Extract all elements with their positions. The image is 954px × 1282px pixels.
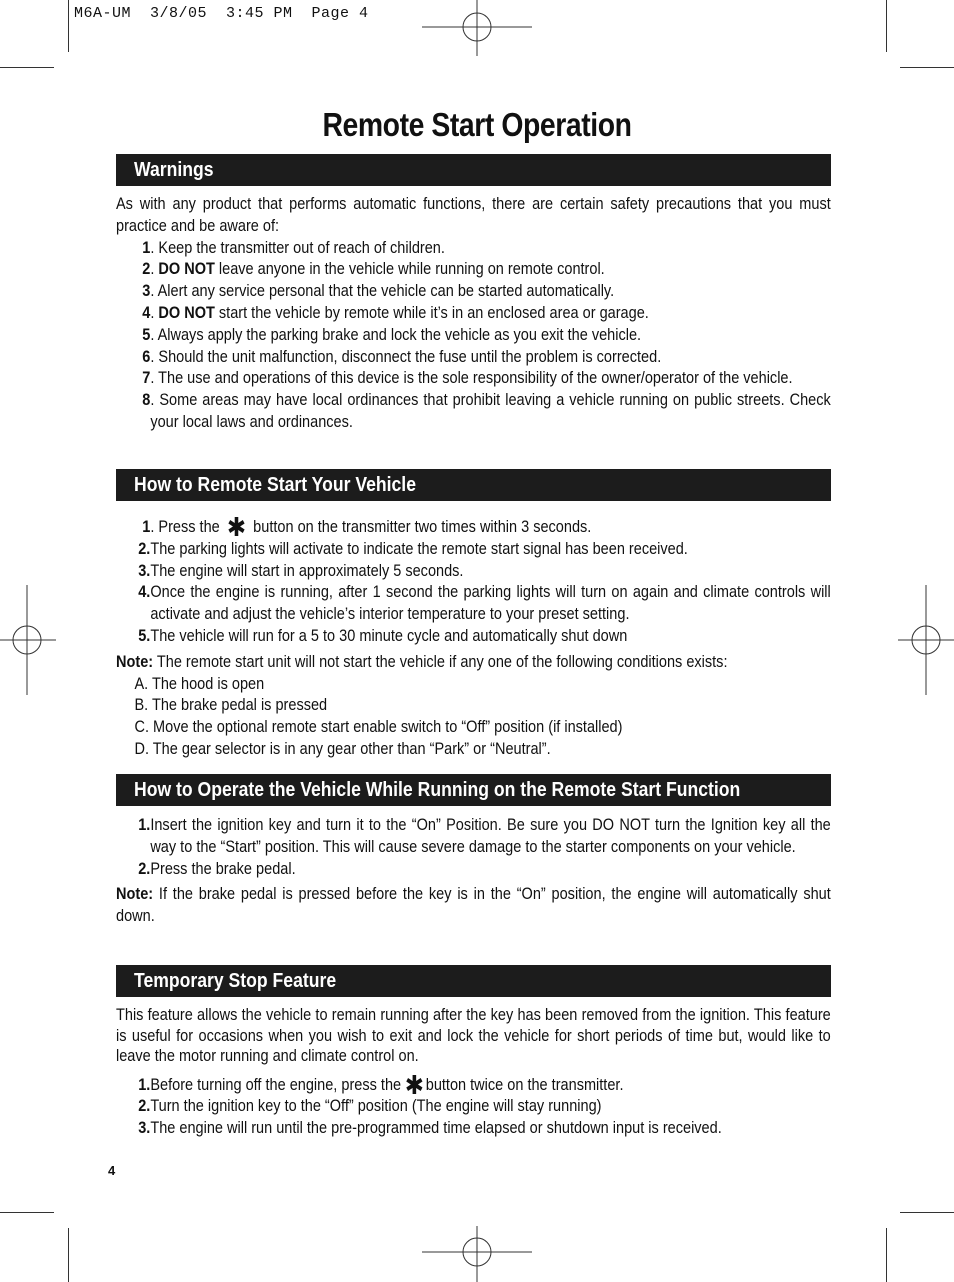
list-item: 5. The vehicle will run for a 5 to 30 minute cycle and automatically shut down [138,626,628,645]
section-heading-text: How to Remote Start Your Vehicle [134,474,416,496]
operate-note: Note: If the brake pedal is pressed before the key is in the “On” position, the engine will automatically shut down. [116,885,831,926]
section-heading-warnings [116,154,831,186]
list-item: 4 . DO NOT start the vehicle by remote while it’s in an enclosed area or garage. [142,303,649,322]
crop-mark [0,1212,54,1213]
list-item: 2 . DO NOT leave anyone in the vehicle while running on remote control. [142,260,605,279]
asterisk-icon: ✱ [404,1069,424,1100]
remote-start-section [116,512,831,761]
crop-mark [900,67,954,68]
warnings-section [116,194,831,434]
asterisk-icon: ✱ [226,512,247,542]
condition-item: B. The brake pedal is pressed [134,696,328,715]
page-number: 4 [108,1163,116,1178]
list-item: 2. Turn the ignition key to the “Off” position (The engine will stay running) [138,1097,602,1116]
section-heading-operate [116,774,831,806]
print-header: M6A-UM 3/8/05 3:45 PM Page 4 [74,5,369,22]
list-item: 7 . The use and operations of this device is the sole responsibility of the owner/operator of the vehicle. [142,369,793,388]
operate-section [116,815,831,928]
registration-mark-icon [422,0,532,56]
section-heading-text: Warnings [134,159,214,181]
section-heading-remote-start [116,469,831,501]
list-item: 1. Before turning off the engine, press the ✱ button twice on the transmitter. [138,1069,624,1100]
crop-mark [886,0,887,52]
warnings-intro: As with any product that performs automatic functions, there are certain safety precautions that you must practice and be aware of: [116,195,831,235]
list-item: 8 . Some areas may have local ordinances that prohibit leaving a vehicle running on public streets. Check your local laws and ordinances. [142,391,831,431]
list-item: 2. Press the brake pedal. [138,859,296,878]
list-item: 1 . Press the ✱ button on the transmitter two times within 3 seconds. [142,512,592,542]
crop-mark [68,0,69,52]
crop-mark [886,1228,887,1282]
condition-item: A. The hood is open [134,674,265,693]
registration-mark-icon [898,585,954,695]
section-heading-text: How to Operate the Vehicle While Running on the Remote Start Function [134,779,741,801]
section-heading-temporary-stop [116,965,831,997]
list-item: 3. The engine will run until the pre-programmed time elapsed or shutdown input is received. [138,1119,722,1138]
list-item: 6 . Should the unit malfunction, disconnect the fuse until the problem is corrected. [142,347,662,366]
registration-mark-icon [0,585,56,695]
crop-mark [68,1228,69,1282]
section-heading-text: Temporary Stop Feature [134,970,337,992]
page-title: Remote Start Operation [322,106,632,143]
crop-mark [0,67,54,68]
list-item: 1 . Keep the transmitter out of reach of children. [142,238,445,257]
temporary-stop-section [116,1005,831,1140]
condition-item: D. The gear selector is in any gear other than “Park” or “Neutral”. [134,739,551,758]
list-item: 4. Once the engine is running, after 1 second the parking lights will turn on again and climate controls will activate and adjust the vehicle’s interior temperature to your preset setting. [138,583,831,624]
list-item: 1. Insert the ignition key and turn it to the “On” Position. Be sure you DO NOT turn the Ignition key all the way to the “Start” position. This will cause severe damage to the starter components on your vehicle. [138,816,831,856]
list-item: 3 . Alert any service personal that the vehicle can be started automatically. [142,282,615,301]
list-item: 3. The engine will start in approximately 5 seconds. [138,561,464,580]
remote-start-note: Note: The remote start unit will not start the vehicle if any one of the following conditions exists: [116,652,728,671]
crop-mark [900,1212,954,1213]
list-item: 5 . Always apply the parking brake and lock the vehicle as you exit the vehicle. [142,325,642,344]
temporary-stop-intro: This feature allows the vehicle to remain running after the key has been removed from the ignition. This feature is useful for occasions when you wish to exit and lock the vehicle for short periods of time but, would like to leave the motor running and climate control on. [116,1006,831,1065]
condition-item: C. Move the optional remote start enable switch to “Off” position (if installed) [134,718,623,737]
list-item: 2. The parking lights will activate to indicate the remote start signal has been received. [138,539,688,558]
registration-mark-icon [422,1226,532,1282]
